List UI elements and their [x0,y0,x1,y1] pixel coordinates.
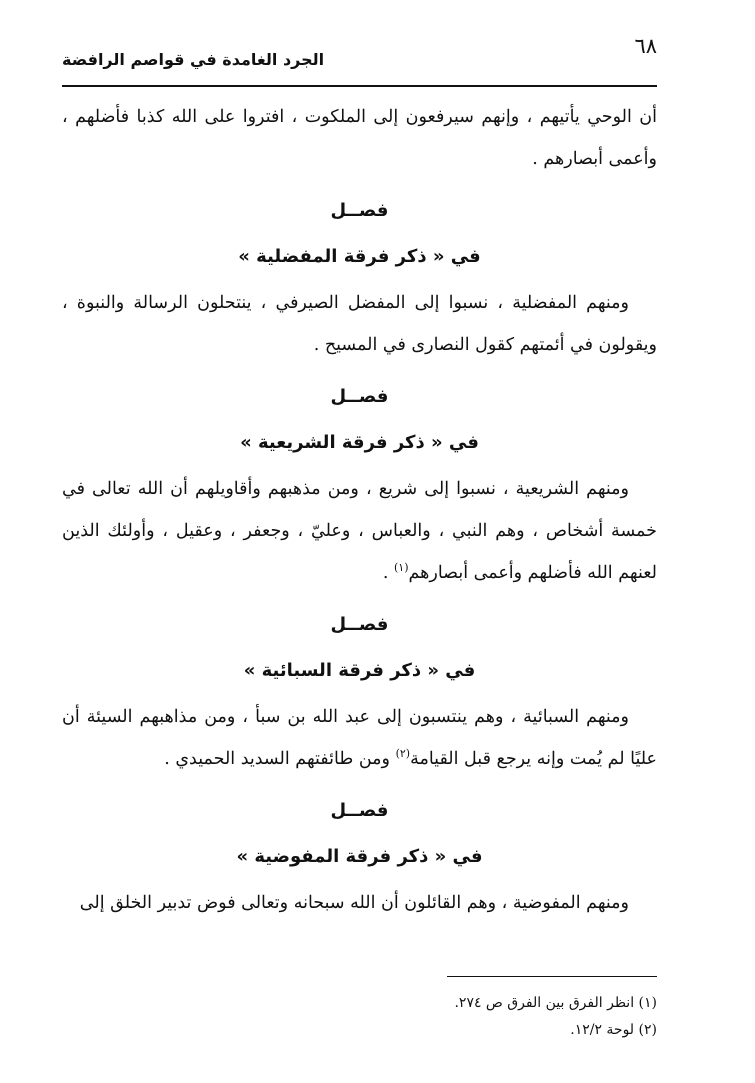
running-title: الجرد الغامدة في قواصم الرافضة [62,50,325,69]
section-paragraph: ومنهم المفوضية ، وهم القائلون أن الله سبحانه وتعالى فوض تدبير الخلق إلى [79,893,629,913]
section-paragraph [62,468,657,594]
section-fasl-heading: فصــل [330,386,389,407]
section-paragraph [62,696,657,780]
section-fasl-heading: فصــل [330,614,389,635]
paragraph-text-end: . [382,563,394,583]
body-text [62,94,657,974]
section-title-shariiyya: في « ذكر فرقة الشريعية » [240,432,479,453]
footnote-reference: (٢) [395,747,411,761]
footnotes [62,990,657,1044]
header-rule [62,85,657,87]
section-paragraph: ومنهم المفضلية ، نسبوا إلى المفضل الصيرفي ، ينتحلون الرسالة والنبوة ، ويقولون في أئمتهم كقول النصارى في المسيح . [62,293,657,355]
footnote: (١) انظر الفرق بين الفرق ص ٢٧٤. [454,995,657,1011]
section-title-sabaiyya: في « ذكر فرقة السبائية » [243,660,476,681]
page-header [62,34,657,88]
footnote-reference: (١) [394,561,409,575]
intro-paragraph: أن الوحي يأتيهم ، وإنهم سيرفعون إلى الملكوت ، افتروا على الله كذبا فأضلهم ، وأعمى أبصارهم . [62,107,657,169]
section-title-mufaddaliyya: في « ذكر فرقة المفضلية » [238,246,481,267]
footnote: (٢) لوحة ١٢/٢. [570,1022,657,1038]
footnote-rule [447,976,657,977]
section-title-mufawwida: في « ذكر فرقة المفوضية » [236,846,483,867]
paragraph-text: ومنهم السبائية ، وهم ينتسبون إلى عبد الله بن سبأ ، ومن مذاهبهم السيئة أن عليًا لم يُمت وإنه يرجع قبل القيامة [62,707,657,769]
section-fasl-heading: فصــل [330,200,389,221]
page-number: ٦٨ [634,34,657,58]
paragraph-text-end: ومن طائفتهم السديد الحميدي . [164,749,396,769]
paragraph-text: ومنهم الشريعية ، نسبوا إلى شريع ، ومن مذهبهم وأقاويلهم أن الله تعالى في خمسة أشخاص ، وهم النبي ، والعباس ، وعليّ ، وجعفر ، وعقيل ، وأولئك الذين لعنهم الله فأضلهم وأعمى أبصارهم [62,479,657,583]
section-fasl-heading: فصــل [330,800,389,821]
